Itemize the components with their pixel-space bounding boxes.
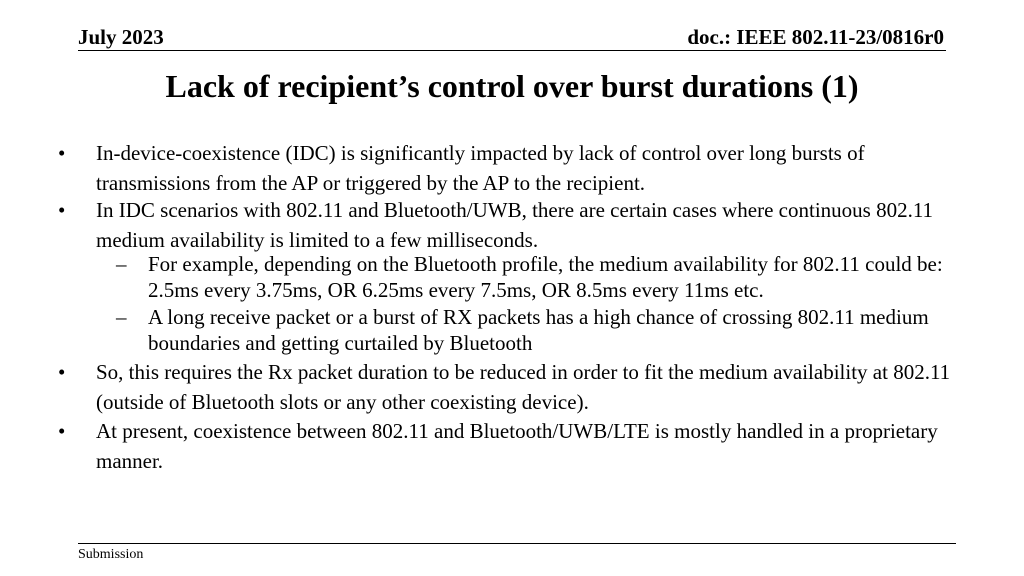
footer-label: Submission xyxy=(78,547,144,562)
sub-bullet-text: For example, depending on the Bluetooth profile, the medium availability for 802.11 could be: 2.5ms every 3.75ms, OR 6.25ms every 7.5ms, OR 8.5ms every 11ms etc. xyxy=(148,252,943,302)
footer-divider xyxy=(78,543,956,544)
header-doc-id: doc.: IEEE 802.11-23/0816r0 xyxy=(687,25,944,49)
sub-bullet-marker: – xyxy=(116,252,127,276)
bullet-marker: • xyxy=(58,198,66,222)
slide-title: Lack of recipient’s control over burst durations (1) xyxy=(165,68,859,104)
bullet-text: In IDC scenarios with 802.11 and Bluetooth/UWB, there are certain cases where continuous 802.11 medium availability is limited to a few milliseconds. xyxy=(96,198,934,252)
sub-bullet-marker: – xyxy=(116,305,127,329)
header-date: July 2023 xyxy=(78,25,164,49)
bullet-marker: • xyxy=(58,141,66,165)
bullet-marker: • xyxy=(58,360,66,384)
bullet-text: In-device-coexistence (IDC) is significantly impacted by lack of control over long bursts of transmissions from the AP or triggered by the AP to the recipient. xyxy=(96,141,865,195)
bullet-text: So, this requires the Rx packet duration to be reduced in order to fit the medium availability at 802.11 (outside of Bluetooth slots or any other coexisting device). xyxy=(96,360,951,414)
sub-bullet-text: A long receive packet or a burst of RX packets has a high chance of crossing 802.11 medium boundaries and getting curtailed by Bluetooth xyxy=(148,305,929,355)
header-divider xyxy=(78,50,946,51)
bullet-text: At present, coexistence between 802.11 and Bluetooth/UWB/LTE is mostly handled in a proprietary manner. xyxy=(96,419,938,473)
bullet-marker: • xyxy=(58,419,66,443)
